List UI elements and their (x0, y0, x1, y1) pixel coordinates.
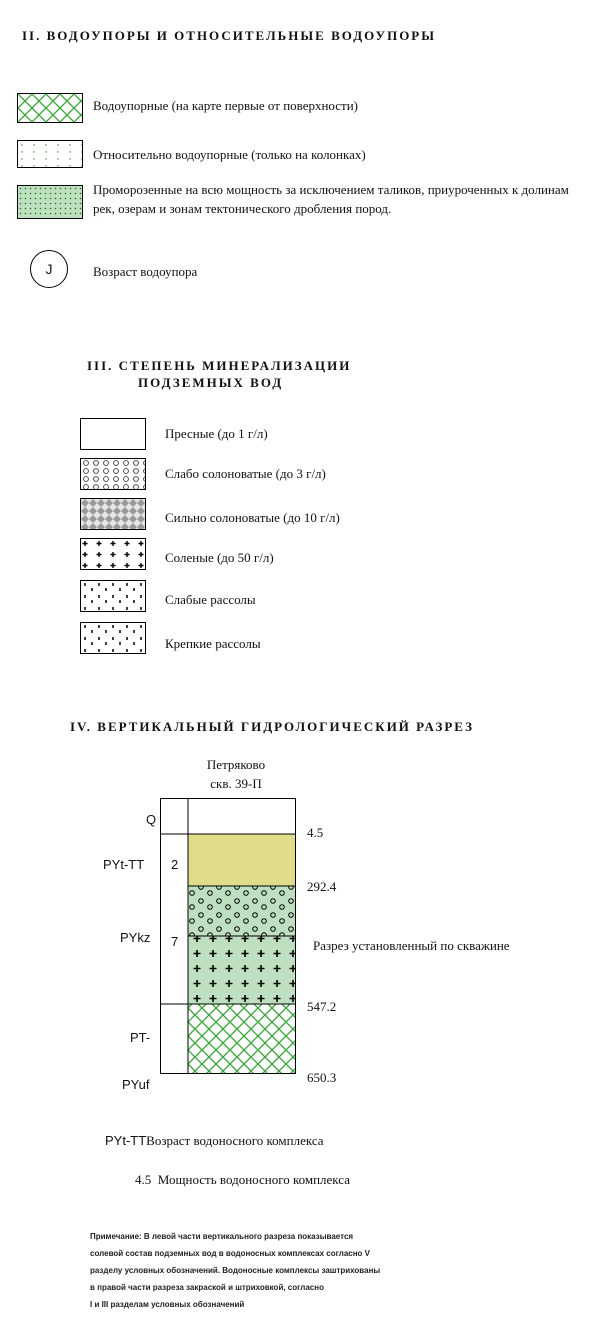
footnote-line: разделу условных обозначений. Водоносные комплексы заштрихованы (90, 1266, 381, 1275)
mineral-label-strong-brines: Крепкие рассолы (165, 636, 261, 651)
footnote-line: Примечание: В левой части вертикального разреза показывается (90, 1232, 354, 1241)
section-3-title-line1: III. СТЕПЕНЬ МИНЕРАЛИЗАЦИИ (87, 358, 352, 373)
legend-note-code (105, 1131, 324, 1150)
section-2-title: II. ВОДОУПОРЫ И ОТНОСИТЕЛЬНЫЕ ВОДОУПОРЫ (22, 28, 437, 43)
footnote-line: в правой части разреза закраской и штриховкой, согласно (90, 1283, 324, 1292)
mineral-label-fresh: Пресные (до 1 г/л) (165, 426, 268, 441)
section-side-note: Разрез установленный по скважине (313, 938, 510, 953)
well-column (160, 798, 296, 1074)
legend-label-relatively-impermeable: Относительно водоупорные (только на колонках) (93, 147, 366, 162)
mineral-label-weak-brines: Слабые рассолы (165, 592, 256, 607)
legend-note-value-text: Мощность водоносного комплекса (157, 1172, 351, 1187)
swatch-saline (80, 538, 146, 570)
legend-note-code-label: PYt-TT (105, 1133, 147, 1148)
swatch-strong-brines (80, 622, 146, 654)
legend-note-value (135, 1170, 350, 1189)
legend-note-code-text: Возраст водоносного комплекса (146, 1133, 324, 1148)
column-index-7: 7 (171, 934, 179, 949)
column-label-pyt-tt: PYt-TT (103, 857, 145, 872)
swatch-frozen (17, 185, 83, 219)
legend-label-age: Возраст водоупора (93, 264, 198, 279)
footnote-line: солевой состав подземных вод в водоносных комплексах согласно V (90, 1249, 370, 1258)
column-label-pyuf: PYuf (122, 1077, 150, 1092)
swatch-relatively-impermeable (17, 140, 83, 168)
column-label-pt: PT- (130, 1030, 151, 1045)
well-name: Петряково (206, 757, 266, 772)
section-3-title-line2: ПОДЗЕМНЫХ ВОД (138, 375, 284, 390)
swatch-weak-brines (80, 580, 146, 612)
age-circle-icon (30, 250, 68, 288)
footnote-line: I и III разделам условных обозначений (90, 1300, 245, 1309)
section-4-title: IV. ВЕРТИКАЛЬНЫЙ ГИДРОЛОГИЧЕСКИЙ РАЗРЕЗ (70, 719, 475, 734)
swatch-fresh (80, 418, 146, 450)
mineral-label-strongly-brackish: Сильно солоноватые (до 10 г/л) (165, 510, 340, 525)
column-index-2: 2 (171, 857, 179, 872)
column-label-pykz: PYkz (120, 930, 151, 945)
swatch-strongly-brackish (80, 498, 146, 530)
age-symbol: J (45, 261, 53, 277)
depth-value: 4.5 (307, 825, 324, 840)
legend-label-frozen: Проморозенные на всю мощность за исключением таликов, приуроченных к долинам рек, озерам и зонам тектонического дробления пород. (93, 182, 569, 216)
column-label-q: Q (146, 812, 157, 827)
footnote (90, 1228, 380, 1313)
swatch-impermeable (17, 93, 83, 123)
depth-value: 292.4 (307, 879, 337, 894)
mineral-label-slightly-brackish: Слабо солоноватые (до 3 г/л) (165, 466, 326, 481)
legend-label-impermeable: Водоупорные (на карте первые от поверхности) (93, 98, 358, 113)
legend-note-value-label: 4.5 (135, 1172, 152, 1187)
depth-value: 650.3 (307, 1070, 337, 1085)
swatch-slightly-brackish (80, 458, 146, 490)
depth-value: 547.2 (307, 999, 337, 1014)
mineral-label-saline: Соленые (до 50 г/л) (165, 550, 274, 565)
well-id: скв. 39-П (210, 776, 262, 791)
